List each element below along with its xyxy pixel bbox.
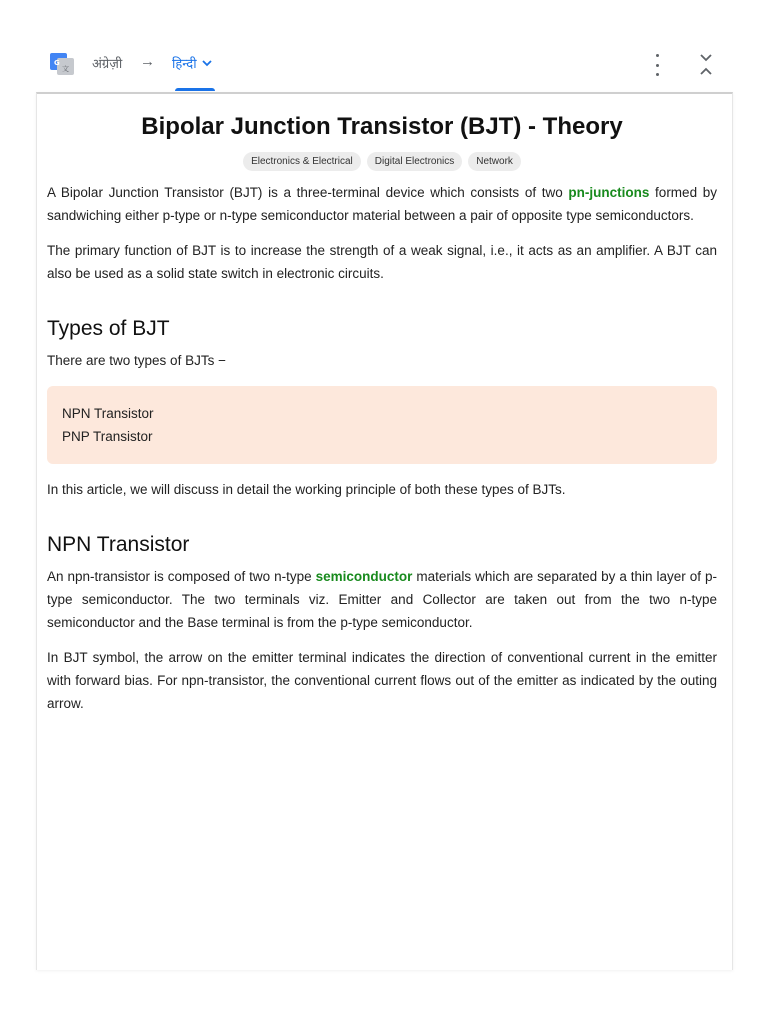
tag-digital-electronics[interactable]: Digital Electronics — [367, 152, 462, 171]
list-item: PNP Transistor — [62, 429, 153, 444]
list-item: NPN Transistor — [62, 406, 154, 421]
collapse-icon[interactable] — [696, 52, 716, 78]
svg-text:文: 文 — [62, 65, 69, 73]
article-title: Bipolar Junction Transistor (BJT) - Theory — [141, 113, 623, 140]
google-translate-icon[interactable] — [50, 52, 74, 76]
npn-heading: NPN Transistor — [47, 533, 190, 556]
target-language-label: हिन्दी — [172, 56, 197, 71]
article-page — [36, 92, 733, 970]
article-content — [47, 112, 717, 715]
source-language-tab[interactable]: अंग्रेज़ी — [92, 56, 123, 71]
svg-text:G: G — [54, 59, 60, 67]
types-outro: In this article, we will discuss in detail the working principle of both these types of BJTs. — [47, 482, 566, 497]
intro-paragraph-1: A Bipolar Junction Transistor (BJT) is a three-terminal device which consists of two pn-junctions formed by sandwiching either p-type or n-type semiconductor material between a pair of opposite type semiconductors. — [47, 185, 717, 223]
types-intro: There are two types of BJTs − — [47, 353, 226, 368]
tag-list — [47, 152, 717, 171]
active-tab-indicator — [175, 88, 215, 91]
npn-paragraph-2: In BJT symbol, the arrow on the emitter terminal indicates the direction of conventional current in the emitter with forward bias. For npn-transistor, the conventional current flows out of the emitter as indicated by the outing arrow. — [47, 650, 717, 711]
chevron-down-icon — [201, 57, 213, 69]
translate-bar — [0, 0, 768, 92]
types-callout — [47, 386, 717, 464]
tag-electronics-electrical[interactable]: Electronics & Electrical — [243, 152, 361, 171]
npn-paragraph-1: An npn-transistor is composed of two n-type semiconductor materials which are separated by a thin layer of p-type semiconductor. The two terminals viz. Emitter and Collector are taken out from the two n-type semiconductor and the Base terminal is from the p-type semiconductor. — [47, 569, 717, 630]
tag-network[interactable]: Network — [468, 152, 521, 171]
types-heading: Types of BJT — [47, 317, 170, 340]
pn-junctions-link[interactable]: pn-junctions — [568, 185, 650, 200]
semiconductor-link[interactable]: semiconductor — [315, 569, 413, 584]
intro-paragraph-2: The primary function of BJT is to increase the strength of a weak signal, i.e., it acts as an amplifier. A BJT can also be used as a solid state switch in electronic circuits. — [47, 243, 717, 281]
more-options-icon[interactable] — [648, 54, 666, 76]
arrow-right-icon: → — [140, 53, 155, 70]
target-language-tab[interactable] — [172, 54, 213, 72]
